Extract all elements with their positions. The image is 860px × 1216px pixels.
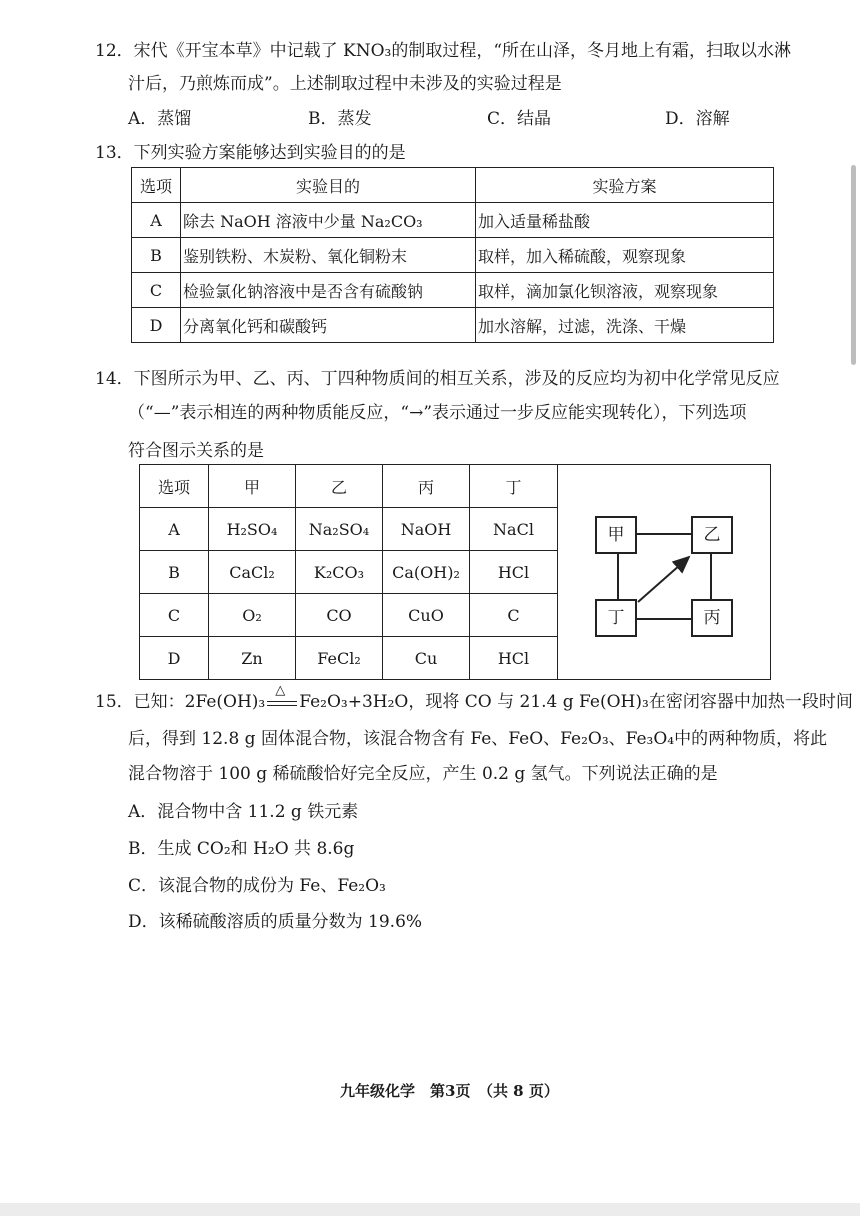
q14-diagram-jia: 甲 [595, 516, 637, 554]
q14-cell-jia: CaCl₂ [209, 551, 296, 594]
q13-header-option: 选项 [132, 168, 181, 203]
q15-equation-left: 15．已知：2Fe(OH)₃ [95, 692, 266, 712]
q13-cell-purpose: 鉴别铁粉、木炭粉、氧化铜粉末 [181, 238, 476, 273]
q13-cell-purpose: 分离氧化钙和碳酸钙 [181, 308, 476, 343]
q15-stem-line1 [95, 682, 853, 714]
q14-cell-option: D [140, 637, 209, 680]
q14-cell-bing: NaOH [383, 508, 470, 551]
q13-header-purpose: 实验目的 [181, 168, 476, 203]
q14-cell-bing: Ca(OH)₂ [383, 551, 470, 594]
q14-header-jia: 甲 [209, 465, 296, 508]
q13-cell-option: C [132, 273, 181, 308]
q14-cell-option: B [140, 551, 209, 594]
table-row [132, 238, 774, 273]
q12-stem-line2: 汁后，乃煎炼而成”。上述制取过程中未涉及的实验过程是 [128, 74, 562, 94]
q14-diagram-yi: 乙 [691, 516, 733, 554]
q14-cell-jia: H₂SO₄ [209, 508, 296, 551]
q12-stem-line1: 12．宋代《开宝本草》中记载了 KNO₃的制取过程，“所在山泽，冬月地上有霜，扫取以水淋 [95, 41, 792, 61]
q14-cell-ding: HCl [470, 551, 558, 594]
q15-option-a: A．混合物中含 11.2 g 铁元素 [128, 802, 359, 822]
q14-header-option: 选项 [140, 465, 209, 508]
table-row [140, 508, 558, 551]
q14-cell-jia: O₂ [209, 594, 296, 637]
q13-cell-purpose: 检验氯化钠溶液中是否含有硫酸钠 [181, 273, 476, 308]
q14-cell-ding: HCl [470, 637, 558, 680]
table-header-row [132, 168, 774, 203]
q14-cell-option: C [140, 594, 209, 637]
q13-stem: 13．下列实验方案能够达到实验目的的是 [95, 143, 406, 163]
q14-cell-option: A [140, 508, 209, 551]
bottom-edge [0, 1203, 860, 1216]
q15-option-c: C．该混合物的成份为 Fe、Fe₂O₃ [128, 876, 386, 896]
q13-cell-plan: 取样，滴加氯化钡溶液，观察现象 [476, 273, 774, 308]
q14-diagram-panel [556, 464, 771, 680]
table-row [132, 308, 774, 343]
q14-cell-bing: Cu [383, 637, 470, 680]
q12-option-c: C．结晶 [487, 109, 552, 129]
q14-cell-ding: NaCl [470, 508, 558, 551]
q15-option-d: D．该稀硫酸溶质的质量分数为 19.6% [128, 912, 423, 932]
table-row [140, 637, 558, 680]
q14-diagram-ding: 丁 [595, 599, 637, 637]
q14-cell-yi: K₂CO₃ [296, 551, 383, 594]
q13-cell-option: B [132, 238, 181, 273]
table-row [140, 551, 558, 594]
q15-option-b: B．生成 CO₂和 H₂O 共 8.6g [128, 839, 355, 859]
q13-cell-option: D [132, 308, 181, 343]
q15-equation-right: Fe₂O₃+3H₂O，现将 CO 与 21.4 g Fe(OH)₃在密闭容器中加热一段时间 [299, 692, 853, 712]
q15-stem-line3: 混合物溶于 100 g 稀硫酸恰好完全反应，产生 0.2 g 氢气。下列说法正确的是 [128, 764, 718, 784]
q14-stem-line3: 符合图示关系的是 [128, 441, 264, 461]
q14-cell-yi: FeCl₂ [296, 637, 383, 680]
table-row [132, 273, 774, 308]
q14-cell-yi: Na₂SO₄ [296, 508, 383, 551]
q13-table [131, 167, 774, 343]
scrollbar[interactable] [851, 165, 856, 365]
q14-cell-bing: CuO [383, 594, 470, 637]
q14-table [139, 464, 558, 680]
q14-header-bing: 丙 [383, 465, 470, 508]
page-footer: 九年级化学 第3页 （共 8 页） [340, 1082, 559, 1100]
q14-diagram-bing: 丙 [691, 599, 733, 637]
q13-cell-option: A [132, 203, 181, 238]
q13-cell-purpose: 除去 NaOH 溶液中少量 Na₂CO₃ [181, 203, 476, 238]
q13-cell-plan: 加入适量稀盐酸 [476, 203, 774, 238]
q14-stem-line1: 14．下图所示为甲、乙、丙、丁四种物质间的相互关系，涉及的反应均为初中化学常见反应 [95, 369, 780, 389]
q14-cell-yi: CO [296, 594, 383, 637]
q12-option-b: B．蒸发 [308, 109, 372, 129]
q14-stem-line2: （“—”表示相连的两种物质能反应，“→”表示通过一步反应能实现转化），下列选项 [128, 403, 747, 423]
q14-header-ding: 丁 [470, 465, 558, 508]
q14-header-yi: 乙 [296, 465, 383, 508]
q14-diagram-lines [556, 465, 771, 681]
q13-cell-plan: 取样，加入稀硫酸，观察现象 [476, 238, 774, 273]
q15-stem-line2: 后，得到 12.8 g 固体混合物，该混合物含有 Fe、FeO、Fe₂O₃、Fe₃O₄中的两种物质，将此 [128, 729, 828, 749]
q12-option-a: A．蒸馏 [128, 109, 192, 129]
q14-cell-jia: Zn [209, 637, 296, 680]
table-row [140, 594, 558, 637]
q15-delta-sign: △ [275, 682, 286, 698]
q13-header-plan: 实验方案 [476, 168, 774, 203]
q14-cell-ding: C [470, 594, 558, 637]
q13-cell-plan: 加水溶解，过滤，洗涤、干燥 [476, 308, 774, 343]
table-row [132, 203, 774, 238]
q12-option-d: D．溶解 [665, 109, 730, 129]
table-header-row [140, 465, 558, 508]
q15-reaction-condition [265, 682, 299, 713]
